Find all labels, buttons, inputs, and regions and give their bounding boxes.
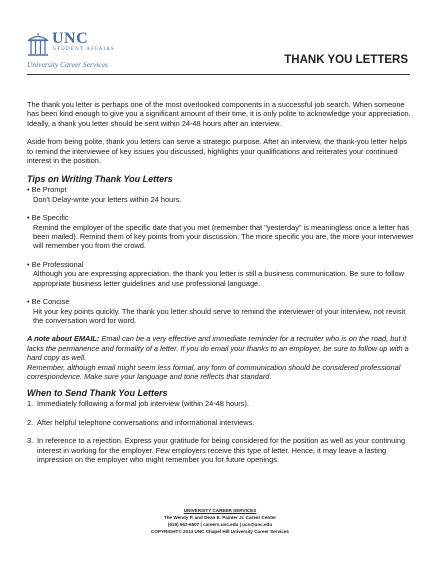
page-header [0,0,440,88]
intro-paragraph-2: Aside from being polite, thank you letters can serve a strategic purpose. After an interview, the thank-you letter helps to remind the interviewee of key issues you discussed, highlights your qualifications and reiterates your continued interest in the position. [27,137,408,166]
when-list-item [27,399,415,408]
tip-body: Hit your key points quickly. The thank you letter should serve to remind the interviewer of your interview, not revisit the conversation word for word. [33,306,406,325]
email-note-text: Email can be a very effective and immediate reminder for a recruiter who is on the road, but it lacks the permanence and formality of a letter. If you do email your thanks to an employer, be sure to follow up with a hard copy as well. [27,334,409,363]
when-heading: When to Send Thank You Letters [27,388,168,399]
footer-copyright: COPYRIGHT© 2013 UNC Chapel Hill University Career Services [151,529,289,534]
intro-paragraph-1: The thank you letter is perhaps one of the most overlooked components in a successful job search. When someone has been kind enough to give you a significant amount of their time, it is only polite to acknowledge your appreciation. Ideally, a thank you letter should be sent within 24-48 hours after an interview. [27,100,411,128]
footer-contact: (919) 962-6507 | careers.unc.edu | ucs@unc.edu [167,522,273,527]
tip-item [27,213,415,251]
when-list-item [27,418,415,427]
tips-heading: Tips on Writing Thank You Letters [27,174,173,185]
list-number: 3. [27,436,34,446]
tip-body: Remind the employer of the specific date that you met (remember that "yesterday" is meaningless once a letter has been mailed). Remind them of key points from your discussion. The more specific you are, the more your interviewer will remember you from the crowd. [33,222,414,251]
tip-title: • Be Concise [27,297,70,307]
list-text: After helpful telephone conversations and informational interviews. [37,417,255,427]
header-divider [27,74,410,75]
list-number: 1. [27,399,34,409]
logo-student-affairs-text: STUDENT AFFAIRS [53,47,115,52]
logo-career-services-text: University Career Services [27,60,108,69]
document-body [27,100,415,473]
tip-item [27,260,415,288]
email-note [27,334,415,381]
when-list-item [27,436,415,464]
tip-title: • Be Prompt [27,185,67,195]
tip-body: Don't Delay-write your letters within 24 hours. [33,194,182,204]
footer-center-name: The Wendy P. and Dean E. Painter Jr. Career Center [163,515,277,520]
logo-unc-text: UNC [52,30,89,47]
tip-title: • Be Professional [27,259,84,269]
email-note-lead: A note about EMAIL: [27,334,100,344]
tip-item [27,297,415,325]
tip-item [27,185,415,204]
old-well-logo-icon [27,32,49,58]
list-text: In reference to a rejection. Express your gratitude for being considered for the position as well as your continuing interest in working for the employer. Few employers receive this type of letter. Hence, it may leave a lasting impression on the employer who might remember you for future openings. [37,436,406,464]
list-number: 2. [27,417,34,427]
list-text: Immediately following a formal job interview (within 24-48 hours). [37,399,249,409]
page-title: THANK YOU LETTERS [284,54,408,66]
footer-org: UNIVERSITY CAREER SERVICES [183,508,257,513]
email-note-remember: Remember, although email might seem less formal, any form of communication should be considered professional correspondence. Make sure your language and tone reflects that standard. [27,362,401,381]
tip-body: Although you are expressing appreciation, the thank you letter is still a business communication. Be sure to follow appropriate business letter guidelines and use professional language. [33,269,404,288]
tip-title: • Be Specific [27,213,69,223]
page-footer [0,507,440,535]
